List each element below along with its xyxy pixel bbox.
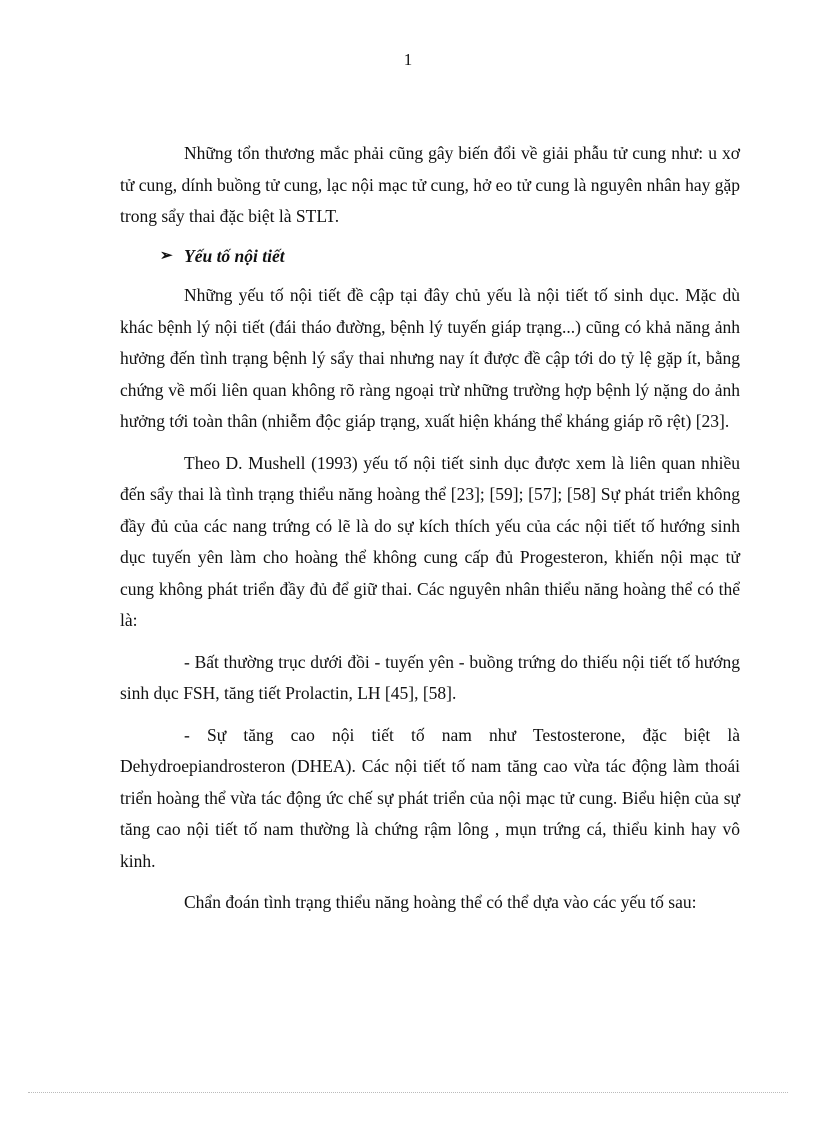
paragraph-endocrine-intro: Những yếu tố nội tiết đề cập tại đây chủ yếu là nội tiết tố sinh dục. Mặc dù khác bệnh lý nội tiết (đái tháo đường, bệnh lý tuyến giáp trạng...) cũng có khả năng ảnh hưởng đến tình trạng bệnh lý sẩy thai nhưng nay ít được đề cập tới do tỷ lệ gặp ít, bằng chứng về mối liên quan không rõ ràng ngoại trừ những trường hợp bệnh lý nặng do ảnh hưởng tới toàn thân (nhiễm độc giáp trạng, xuất hiện kháng thể kháng giáp rõ rệt) [23]. [120, 285, 740, 431]
page-number: 1 [403, 50, 413, 69]
document-body [120, 138, 740, 919]
list-item-axis: - Bất thường trục dưới đồi - tuyến yên - buồng trứng do thiếu nội tiết tố hướng sinh dục FSH, tăng tiết Prolactin, LH [45], [58]. [120, 651, 740, 703]
paragraph-anatomy: Những tổn thương mắc phải cũng gây biến đổi về giải phẫu tử cung như: u xơ tử cung, dính buồng tử cung, lạc nội mạc tử cung, hở eo tử cung là nguyên nhân hay gặp trong sẩy thai đặc biệt là STLT. [120, 143, 740, 226]
section-heading [160, 241, 740, 273]
paragraph-mushell: Theo D. Mushell (1993) yếu tố nội tiết sinh dục được xem là liên quan nhiều đến sẩy thai là tình trạng thiểu năng hoàng thể [23]; [59]; [57]; [58] Sự phát triển không đầy đủ của các nang trứng có lẽ là do sự kích thích yếu của các nội tiết tố hướng sinh dục tuyến yên làm cho hoàng thể không cung cấp đủ Progesteron, khiến nội mạc tử cung không phát triển đầy đủ để giữ thai. Các nguyên nhân thiểu năng hoàng thể có thể là: [120, 452, 740, 630]
section-heading-text: Yếu tố nội tiết [184, 245, 285, 266]
paragraph-diagnosis: Chẩn đoán tình trạng thiểu năng hoàng thể có thể dựa vào các yếu tố sau: [184, 892, 697, 912]
arrow-bullet-icon: ➢ [160, 247, 173, 264]
list-item-androgen: - Sự tăng cao nội tiết tố nam như Testosterone, đặc biệt là Dehydroepiandrosteron (DHEA). Các nội tiết tố nam tăng cao vừa tác động làm thoái triển hoàng thể vừa tác động ức chế sự phát triển của nội mạc tử cung. Biểu hiện của sự tăng cao nội tiết tố nam thường là chứng rậm lông , mụn trứng cá, thiểu kinh hay vô kinh. [120, 724, 740, 871]
page-divider [28, 1092, 788, 1093]
